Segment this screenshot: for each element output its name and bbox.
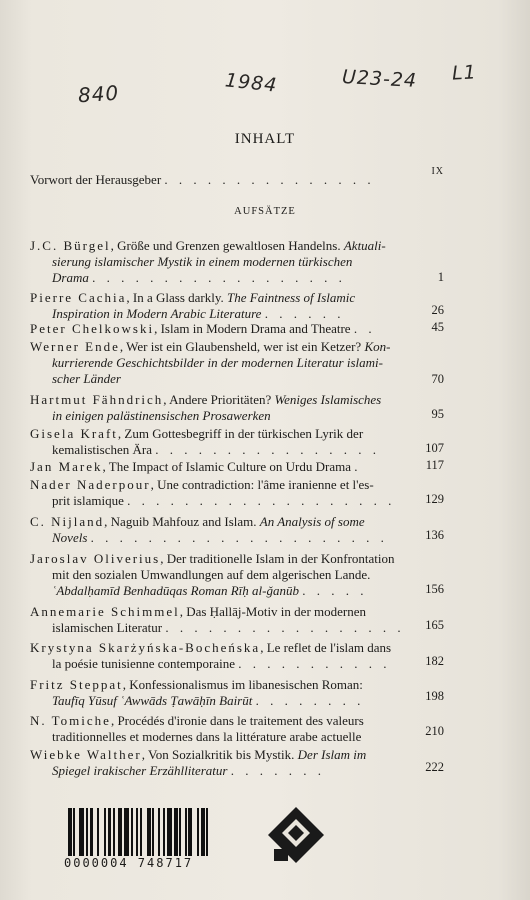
toc-entry-9: C. Nijland, Naguib Mahfouz and Islam. An Analysis of some Novels . . . . . . . . . . . . . . . . . . . . . bbox=[30, 514, 388, 545]
toc-entry-4: Werner Ende, Wer ist ein Glaubensheld, wer ist ein Ketzer? Kon- kurrierende Geschichtsbilder in der modernen Literatur islami- scher Länder bbox=[30, 339, 391, 386]
toc-entry-10: Jaroslav Oliverius, Der traditionelle Islam in der Konfrontation mit den sozialen Umwandlungen auf dem algerischen Lande. ʿAbdalḥamīd Benhadūqas Roman Rīḥ al-ǧanūb . . . . . bbox=[30, 551, 395, 598]
toc-entry-6: Gisela Kraft, Zum Gottesbegriff in der türkischen Lyrik der kemalistischen Ära . . . . . . . . . . . . . . . . bbox=[30, 426, 380, 457]
publisher-logo-icon bbox=[266, 805, 326, 865]
toc-entry-1: J.C. Bürgel, Größe und Grenzen gewaltlosen Handelns. Aktuali- sierung islamischer Mystik in einem modernen türkischen Drama . . . . . . . . . . . . . . . . . . bbox=[30, 238, 386, 285]
toc-entry-12: Krystyna Skarżyńska-Bocheńska, Le reflet de l'islam dans la poésie tunisienne contemporaine . . . . . . . . . . . bbox=[30, 640, 392, 671]
toc-page-13: 198 bbox=[425, 689, 444, 703]
handwritten-note-2: 1984 bbox=[223, 69, 279, 97]
toc-page-7: 117 bbox=[425, 458, 444, 472]
toc-entry-5: Hartmut Fähndrich, Andere Prioritäten? Weniges Islamisches in einigen palästinensischen Prosawerken bbox=[30, 392, 382, 423]
handwritten-note-1: 840 bbox=[77, 80, 120, 108]
barcode-bar bbox=[208, 808, 212, 856]
toc-page-10: 156 bbox=[425, 582, 444, 596]
toc-entry-2: Pierre Cachia, In a Glass darkly. The Faintness of Islamic Inspiration in Modern Arabic Literature . . . . . . bbox=[30, 290, 356, 321]
toc-entry-8: Nader Naderpour, Une contradiction: l'âme iranienne et l'es- prit islamique . . . . . . . . . . . . . . . . . . . bbox=[30, 477, 396, 508]
toc-entry-3: Peter Chelkowski, Islam in Modern Drama and Theatre . . bbox=[30, 321, 376, 336]
toc-page-11: 165 bbox=[425, 618, 444, 632]
toc-entry-13: Fritz Steppat, Konfessionalismus im libanesischen Roman: Taufīq Yūsuf ʿAwwāds Ṭawāḥīn Bairūt . . . . . . . . bbox=[30, 677, 365, 708]
handwritten-note-3: U23-24 bbox=[341, 66, 418, 92]
contents-heading: INHALT bbox=[234, 131, 296, 147]
toc-page-2: 26 bbox=[431, 303, 444, 317]
preface-page: IX bbox=[431, 166, 444, 177]
toc-page-12: 182 bbox=[425, 654, 444, 668]
toc-entry-7: Jan Marek, The Impact of Islamic Culture on Urdu Drama . bbox=[30, 459, 362, 474]
toc-page-5: 95 bbox=[431, 407, 444, 421]
toc-page-15: 222 bbox=[425, 760, 444, 774]
barcode-number: 0000004 748717 bbox=[64, 856, 194, 870]
toc-page-6: 107 bbox=[425, 441, 444, 455]
toc-page-14: 210 bbox=[425, 724, 444, 738]
preface-label: Vorwort der Herausgeber bbox=[30, 172, 162, 187]
toc-entry-14: N. Tomiche, Procédés d'ironie dans le traitement des valeurs traditionnelles et modernes dans la littérature arabe actuelle bbox=[30, 713, 364, 744]
toc-page-1: 1 bbox=[437, 270, 444, 284]
toc-entry-11: Annemarie Schimmel, Das Ḥallāj-Motiv in der modernen islamischen Literatur . . . . . . . . . . . . . . . . . bbox=[30, 604, 405, 635]
toc-page-4: 70 bbox=[431, 372, 444, 386]
toc-page-8: 129 bbox=[425, 492, 444, 506]
preface-entry: Vorwort der Herausgeber . . . . . . . . . . . . . . . bbox=[30, 172, 375, 187]
section-heading: AUFSÄTZE bbox=[234, 206, 296, 217]
toc-page-3: 45 bbox=[431, 320, 444, 334]
toc-page-9: 136 bbox=[425, 528, 444, 542]
handwritten-note-4: L1 bbox=[451, 61, 478, 85]
barcode bbox=[68, 808, 258, 856]
toc-entry-15: Wiebke Walther, Von Sozialkritik bis Mystik. Der Islam im Spiegel irakischer Erzählliteratur . . . . . . . bbox=[30, 747, 367, 778]
